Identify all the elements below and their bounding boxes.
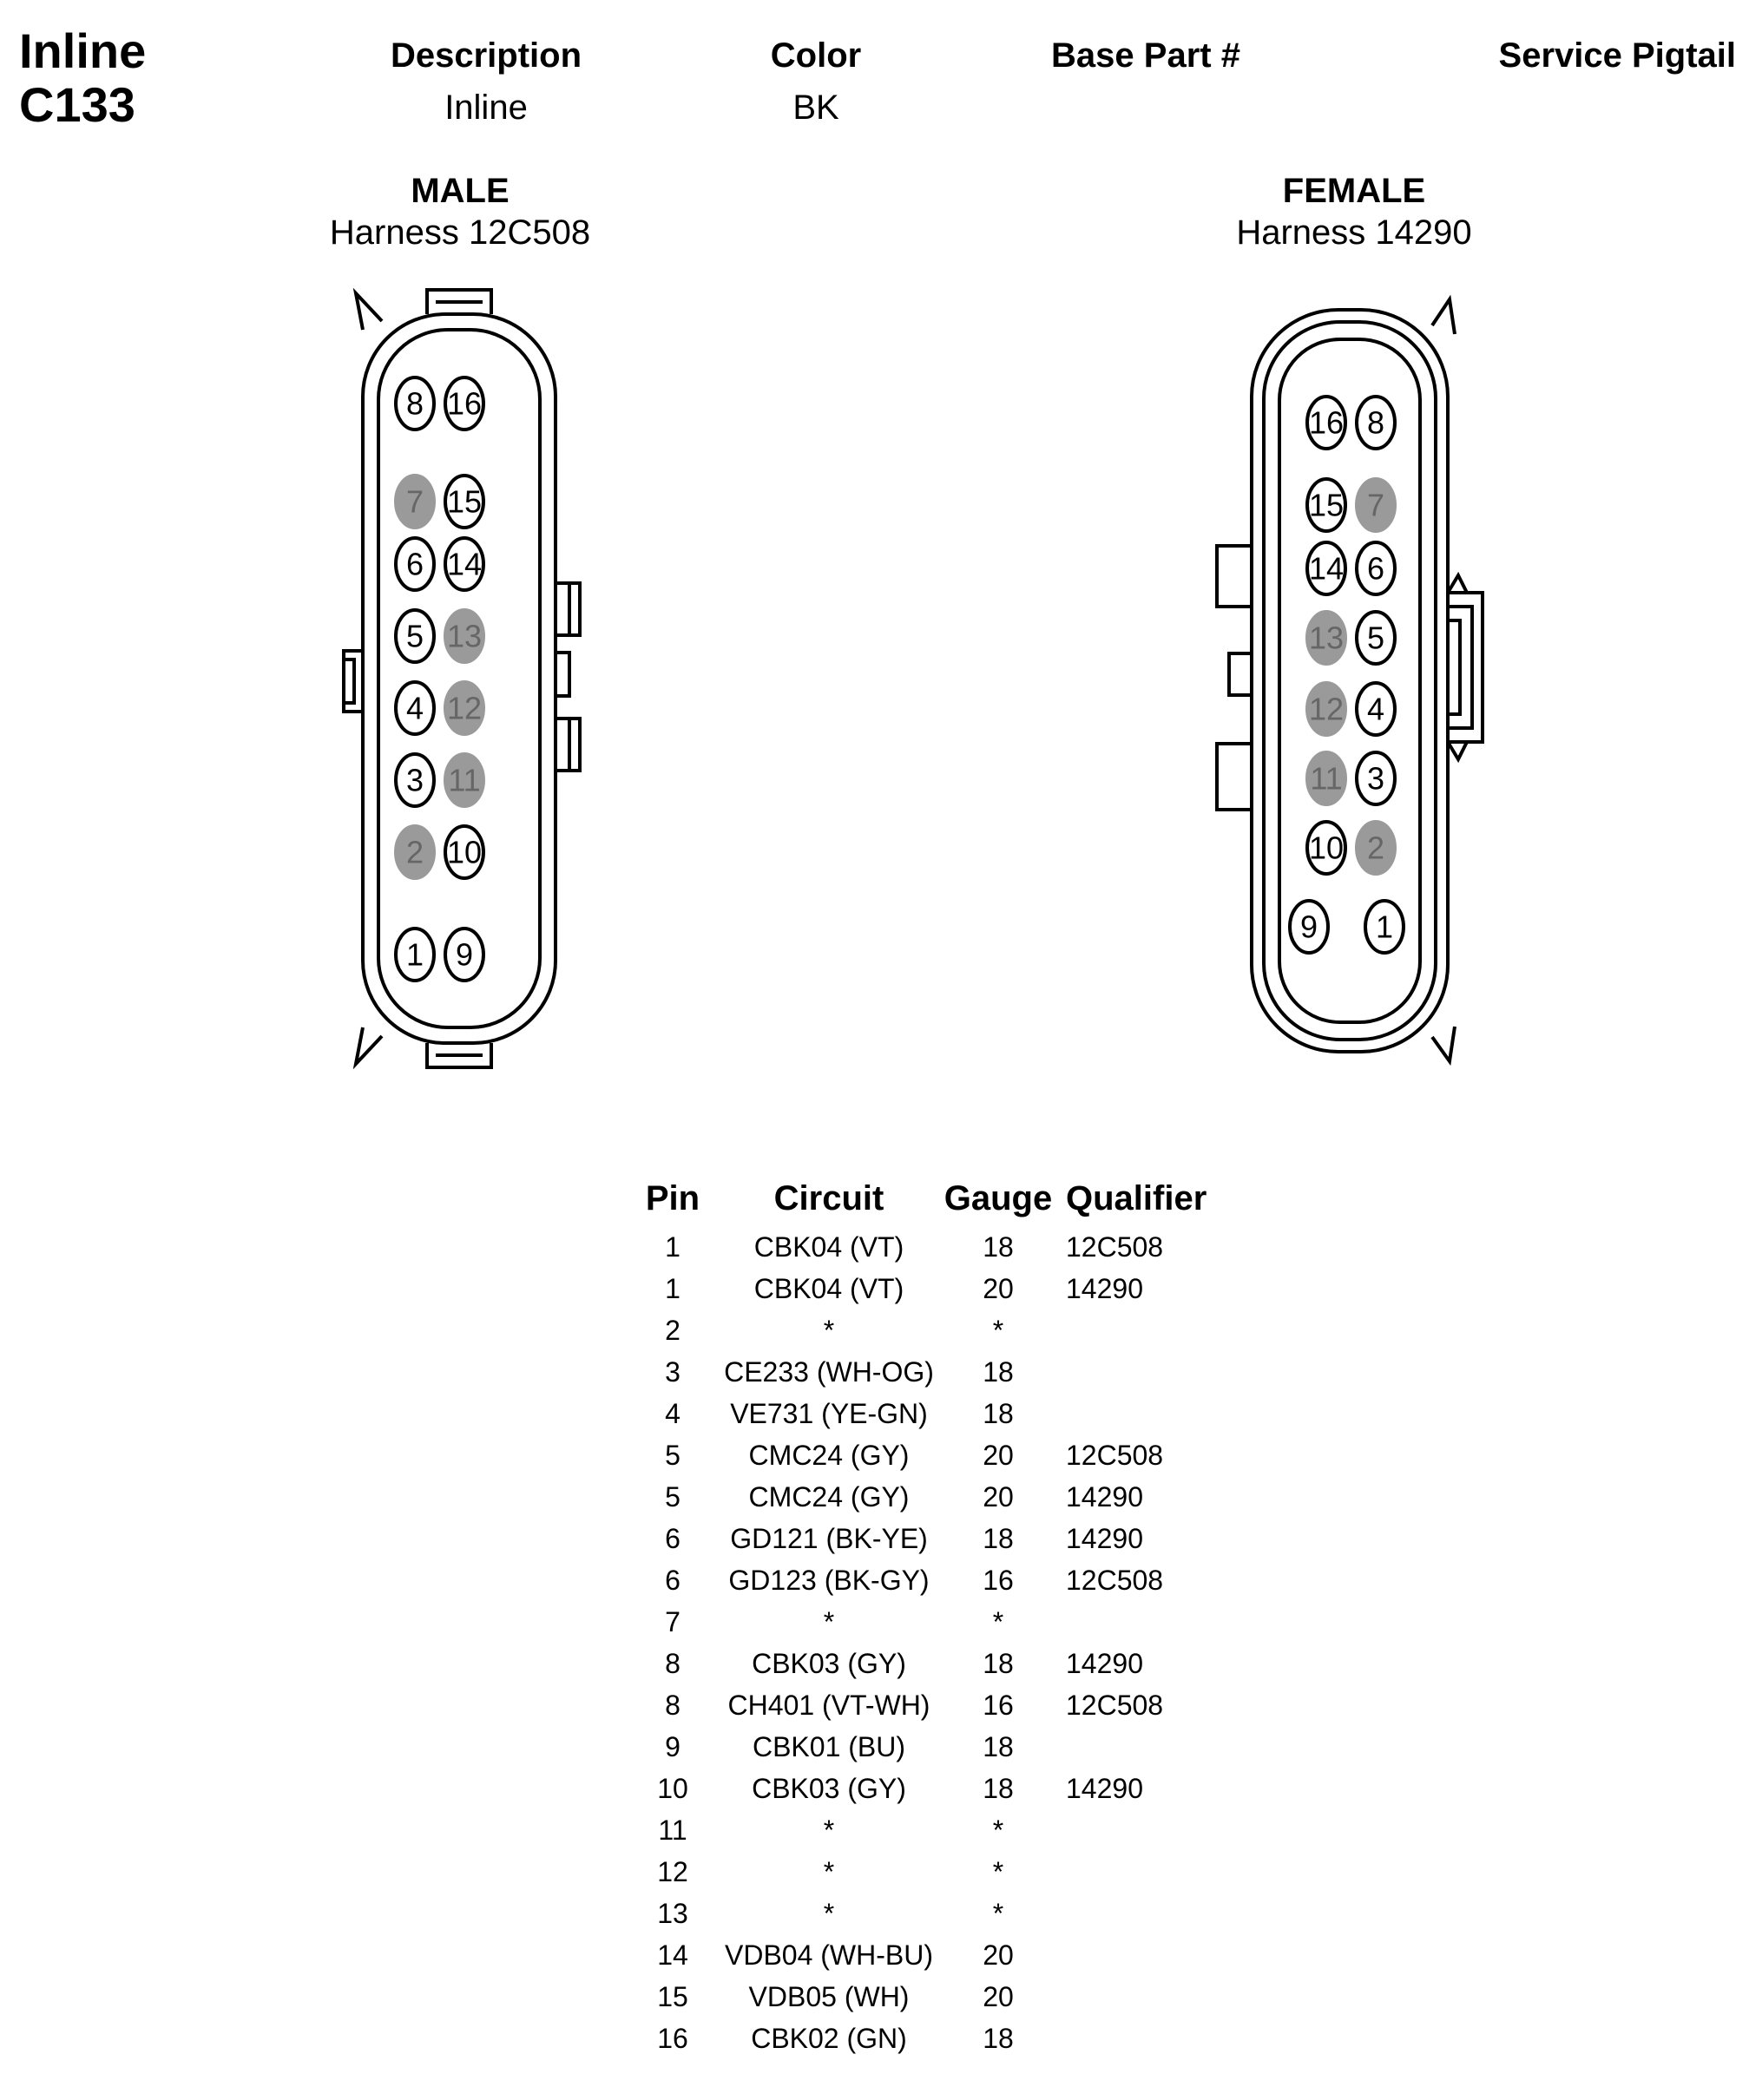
- circuit-cell: *: [823, 1855, 835, 1887]
- pin-cell: 9: [665, 1730, 681, 1762]
- qualifier-cell: [1059, 1601, 1222, 1643]
- gauge-cell: 18: [983, 1647, 1014, 1679]
- qualifier-cell: 14290: [1066, 1480, 1143, 1513]
- pin-cell: 1: [665, 1272, 681, 1304]
- pin-cavity-12: [1307, 683, 1345, 735]
- male-harness: Harness 12C508: [329, 213, 591, 252]
- pin-cavity-14: [445, 538, 483, 590]
- pin-number: 3: [405, 762, 424, 798]
- pin-column-header: Pin: [645, 1178, 700, 1217]
- pin-cell: 12: [657, 1855, 688, 1887]
- pin-cavity-6: [396, 538, 434, 590]
- pin-cell: 5: [665, 1439, 681, 1471]
- circuit-cell: VDB05 (WH): [748, 1980, 910, 2012]
- circuit-cell: VE731 (YE-GN): [730, 1397, 928, 1429]
- pin-cavity-6: [1357, 542, 1395, 594]
- circuit-cell: VDB04 (WH-BU): [724, 1939, 933, 1971]
- table-row: [625, 1934, 1222, 1976]
- female-harness: Harness 14290: [1236, 213, 1472, 252]
- table-row: [625, 1559, 1222, 1601]
- pin-cavity-8: [396, 377, 434, 430]
- pin-cavity-12: [445, 682, 483, 734]
- gauge-cell: 20: [983, 1980, 1014, 2012]
- table-row: [625, 1393, 1222, 1434]
- pin-cavity-5: [396, 610, 434, 662]
- pin-number: 1: [405, 936, 424, 973]
- pin-cavity-10: [445, 826, 483, 878]
- circuit-cell: CBK04 (VT): [753, 1272, 904, 1304]
- qualifier-cell: [1059, 1809, 1222, 1851]
- qualifier-cell: [1059, 1393, 1222, 1434]
- qualifier-column-header: Qualifier: [1066, 1178, 1207, 1217]
- pin-number: 14: [1308, 550, 1345, 587]
- circuit-cell: GD123 (BK-GY): [728, 1564, 930, 1596]
- gauge-cell: *: [992, 1855, 1004, 1887]
- qualifier-cell: 12C508: [1066, 1689, 1164, 1721]
- connector-title: [19, 24, 146, 132]
- circuit-cell: CBK02 (GN): [751, 2022, 907, 2054]
- female-connector-housing: [1217, 299, 1483, 1061]
- table-row: [625, 1351, 1222, 1393]
- color-header: Color: [770, 36, 862, 75]
- pin-cavity-2: [1357, 822, 1395, 874]
- connector-type: Inline: [19, 23, 147, 78]
- pin-cell: 4: [665, 1397, 681, 1429]
- gauge-cell: 18: [983, 1522, 1014, 1554]
- gauge-cell: 18: [983, 1772, 1014, 1804]
- pin-cavity-3: [1357, 752, 1395, 804]
- pin-number: 12: [1308, 691, 1345, 727]
- qualifier-cell: [1059, 1934, 1222, 1976]
- circuit-cell: GD121 (BK-YE): [730, 1522, 928, 1554]
- qualifier-cell: [1059, 1851, 1222, 1893]
- pin-number: 10: [446, 834, 483, 870]
- table-row: [625, 1601, 1222, 1643]
- gauge-cell: 18: [983, 1230, 1014, 1263]
- table-row: [625, 1476, 1222, 1518]
- pin-number: 1: [1375, 909, 1394, 945]
- description-header: Description: [390, 36, 582, 75]
- pin-cavity-3: [396, 754, 434, 806]
- gauge-cell: 18: [983, 1355, 1014, 1388]
- gauge-cell: 16: [983, 1564, 1014, 1596]
- pin-cell: 2: [665, 1314, 681, 1346]
- gauge-cell: 16: [983, 1689, 1014, 1721]
- circuit-column-header: Circuit: [773, 1178, 884, 1217]
- qualifier-cell: 12C508: [1066, 1564, 1164, 1596]
- qualifier-cell: 14290: [1066, 1272, 1143, 1304]
- pin-table: [625, 1176, 1222, 2059]
- pin-number: 4: [405, 690, 424, 726]
- table-row: [625, 1309, 1222, 1351]
- qualifier-cell: [1059, 1726, 1222, 1768]
- pin-number: 2: [1366, 830, 1385, 866]
- circuit-cell: CBK01 (BU): [752, 1730, 906, 1762]
- pin-number: 7: [1366, 487, 1385, 523]
- pin-number: 12: [446, 690, 483, 726]
- pin-cavity-16: [1307, 397, 1345, 449]
- qualifier-cell: [1059, 1351, 1222, 1393]
- male-connector-diagram: [330, 278, 590, 1076]
- pin-cavity-16: [445, 377, 483, 430]
- pin-cavity-10: [1307, 822, 1345, 874]
- pin-cavity-13: [1307, 612, 1345, 664]
- circuit-cell: CMC24 (GY): [748, 1480, 910, 1513]
- gauge-cell: *: [992, 1605, 1004, 1637]
- gauge-cell: *: [992, 1897, 1004, 1929]
- table-row: [625, 1893, 1222, 1934]
- qualifier-cell: 14290: [1066, 1522, 1143, 1554]
- table-row: [625, 1268, 1222, 1309]
- color-value: BK: [792, 89, 839, 127]
- pin-cavity-15: [445, 476, 483, 528]
- pin-number: 11: [1310, 760, 1343, 797]
- pin-cell: 8: [665, 1647, 681, 1679]
- pin-cell: 6: [665, 1522, 681, 1554]
- pin-number: 11: [448, 762, 481, 798]
- pin-cavity-4: [396, 682, 434, 734]
- pin-number: 16: [446, 385, 483, 422]
- pin-cell: 11: [658, 1814, 687, 1846]
- pin-cell: 15: [657, 1980, 688, 2012]
- pin-cell: 6: [665, 1564, 681, 1596]
- qualifier-cell: 14290: [1066, 1772, 1143, 1804]
- qualifier-cell: [1059, 1976, 1222, 2018]
- table-row: [625, 1226, 1222, 1268]
- pin-cell: 3: [665, 1355, 681, 1388]
- pin-number: 15: [1308, 487, 1345, 523]
- circuit-cell: CMC24 (GY): [748, 1439, 910, 1471]
- pin-cavity-5: [1357, 612, 1395, 664]
- pin-number: 9: [455, 936, 474, 973]
- pin-number: 16: [1308, 404, 1345, 441]
- gauge-cell: 20: [983, 1480, 1014, 1513]
- pin-cell: 1: [665, 1230, 681, 1263]
- circuit-cell: *: [823, 1897, 835, 1929]
- pin-number: 3: [1366, 760, 1385, 797]
- pin-cavity-1: [396, 929, 434, 981]
- table-row: [625, 1851, 1222, 1893]
- gauge-cell: 20: [983, 1272, 1014, 1304]
- circuit-cell: CBK03 (GY): [752, 1772, 906, 1804]
- pin-cavity-11: [445, 754, 483, 806]
- pin-cavity-4: [1357, 683, 1395, 735]
- pin-number: 15: [446, 483, 483, 520]
- pin-cavity-7: [1357, 479, 1395, 531]
- pin-cell: 7: [665, 1605, 681, 1637]
- pin-number: 13: [1308, 620, 1345, 656]
- table-row: [625, 1643, 1222, 1684]
- pin-cavity-2: [396, 826, 434, 878]
- gauge-cell: 18: [983, 1730, 1014, 1762]
- pin-cavity-8: [1357, 397, 1395, 449]
- pin-number: 13: [446, 618, 483, 654]
- gauge-cell: *: [992, 1814, 1004, 1846]
- pin-number: 7: [405, 483, 424, 520]
- pin-cavity-9: [1290, 901, 1328, 953]
- service-pigtail-header: Service Pigtail: [1498, 36, 1736, 75]
- qualifier-cell: [1059, 2018, 1222, 2059]
- pin-cell: 13: [657, 1897, 688, 1929]
- gauge-column-header: Gauge: [944, 1178, 1053, 1217]
- female-view-title: FEMALE: [1282, 172, 1426, 210]
- pin-cavity-14: [1307, 542, 1345, 594]
- pin-cavity-1: [1365, 901, 1404, 953]
- pin-number: 9: [1299, 909, 1318, 945]
- pin-number: 4: [1366, 691, 1385, 727]
- gauge-cell: 18: [983, 1397, 1014, 1429]
- pin-number: 8: [405, 385, 424, 422]
- qualifier-cell: 12C508: [1066, 1230, 1164, 1263]
- gauge-cell: *: [992, 1314, 1004, 1346]
- pin-number: 5: [1366, 620, 1385, 656]
- pin-cavity-11: [1307, 752, 1345, 804]
- pin-number: 14: [446, 546, 483, 582]
- table-row: [625, 2018, 1222, 2059]
- qualifier-cell: 14290: [1066, 1647, 1143, 1679]
- pin-cell: 10: [657, 1772, 688, 1804]
- circuit-cell: *: [823, 1605, 835, 1637]
- pin-table-header: [625, 1176, 1222, 1226]
- pin-number: 6: [1366, 550, 1385, 587]
- pin-cavity-7: [396, 476, 434, 528]
- connector-id: C133: [19, 77, 135, 132]
- pin-cell: 5: [665, 1480, 681, 1513]
- male-view-title: MALE: [411, 172, 510, 210]
- pin-cavity-15: [1307, 479, 1345, 531]
- qualifier-cell: 12C508: [1066, 1439, 1164, 1471]
- table-row: [625, 1684, 1222, 1726]
- pin-cavity-9: [445, 929, 483, 981]
- female-connector-diagram: [1207, 291, 1510, 1072]
- pin-number: 10: [1308, 830, 1345, 866]
- pin-number: 2: [405, 834, 424, 870]
- gauge-cell: 20: [983, 1939, 1014, 1971]
- gauge-cell: 20: [983, 1439, 1014, 1471]
- circuit-cell: CBK04 (VT): [753, 1230, 904, 1263]
- pin-number: 6: [405, 546, 424, 582]
- table-row: [625, 1434, 1222, 1476]
- table-row: [625, 1726, 1222, 1768]
- qualifier-cell: [1059, 1309, 1222, 1351]
- circuit-cell: CH401 (VT-WH): [727, 1689, 930, 1721]
- circuit-cell: *: [823, 1314, 835, 1346]
- table-row: [625, 1768, 1222, 1809]
- pin-cell: 14: [657, 1939, 688, 1971]
- table-row: [625, 1518, 1222, 1559]
- circuit-cell: *: [823, 1814, 835, 1846]
- gauge-cell: 18: [983, 2022, 1014, 2054]
- circuit-cell: CBK03 (GY): [752, 1647, 906, 1679]
- table-row: [625, 1976, 1222, 2018]
- pin-number: 8: [1366, 404, 1385, 441]
- pin-number: 5: [405, 618, 424, 654]
- pin-cell: 8: [665, 1689, 681, 1721]
- description-value: Inline: [444, 89, 528, 127]
- pin-cell: 16: [657, 2022, 688, 2054]
- pin-cavity-13: [445, 610, 483, 662]
- qualifier-cell: [1059, 1893, 1222, 1934]
- circuit-cell: CE233 (WH-OG): [724, 1355, 934, 1388]
- table-row: [625, 1809, 1222, 1851]
- base-part-header: Base Part #: [1051, 36, 1240, 75]
